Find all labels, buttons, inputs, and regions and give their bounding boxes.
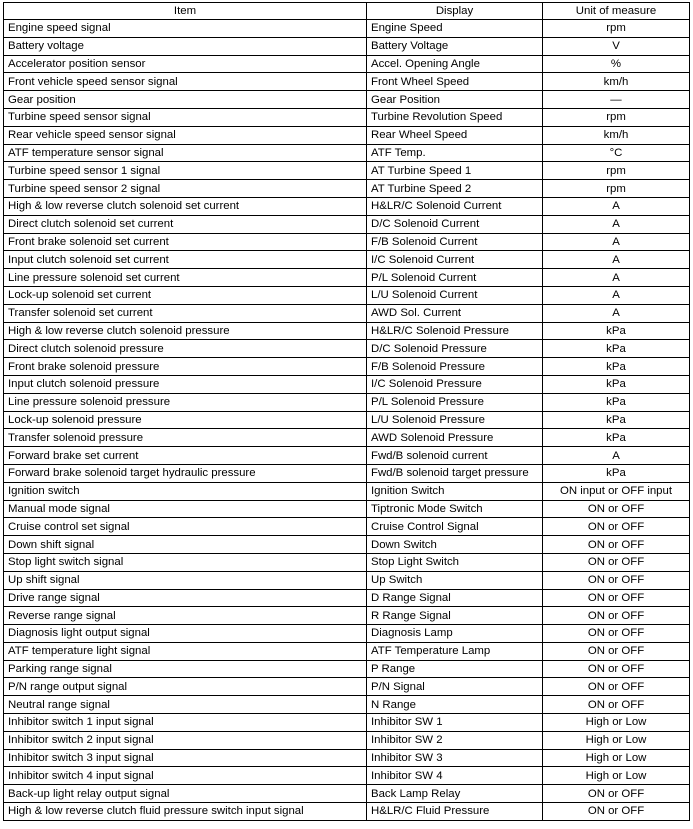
cell-item: Gear position [4, 91, 367, 109]
table-row [4, 464, 690, 482]
cell-unit: km/h [543, 126, 690, 144]
cell-unit: km/h [543, 73, 690, 91]
table-row [4, 286, 690, 304]
cell-unit: ON or OFF [543, 571, 690, 589]
cell-item: Lock-up solenoid set current [4, 286, 367, 304]
cell-display: Fwd/B solenoid current [367, 447, 543, 465]
cell-item: High & low reverse clutch solenoid set current [4, 197, 367, 215]
cell-unit: kPa [543, 358, 690, 376]
table-row [4, 803, 690, 821]
cell-item: Up shift signal [4, 571, 367, 589]
table-row [4, 322, 690, 340]
cell-item: Turbine speed sensor 2 signal [4, 180, 367, 198]
table-row [4, 678, 690, 696]
cell-item: Turbine speed sensor 1 signal [4, 162, 367, 180]
cell-unit: rpm [543, 108, 690, 126]
table-row [4, 91, 690, 109]
table-row [4, 215, 690, 233]
table-row [4, 785, 690, 803]
cell-item: Battery voltage [4, 37, 367, 55]
cell-unit: ON or OFF [543, 553, 690, 571]
cell-display: D/C Solenoid Current [367, 215, 543, 233]
cell-display: Back Lamp Relay [367, 785, 543, 803]
cell-display: F/B Solenoid Pressure [367, 358, 543, 376]
table-row [4, 518, 690, 536]
cell-unit: kPa [543, 429, 690, 447]
cell-item: P/N range output signal [4, 678, 367, 696]
cell-display: R Range Signal [367, 607, 543, 625]
table-row [4, 589, 690, 607]
cell-unit: A [543, 251, 690, 269]
cell-item: Back-up light relay output signal [4, 785, 367, 803]
cell-display: N Range [367, 696, 543, 714]
cell-display: Ignition Switch [367, 482, 543, 500]
header-unit: Unit of measure [543, 3, 690, 20]
cell-unit: ON or OFF [543, 678, 690, 696]
cell-display: Rear Wheel Speed [367, 126, 543, 144]
cell-unit: A [543, 447, 690, 465]
cell-item: ATF temperature light signal [4, 642, 367, 660]
cell-display: Down Switch [367, 536, 543, 554]
cell-item: Front vehicle speed sensor signal [4, 73, 367, 91]
cell-unit: ON or OFF [543, 607, 690, 625]
table-row [4, 233, 690, 251]
header-display: Display [367, 3, 543, 20]
cell-item: Turbine speed sensor signal [4, 108, 367, 126]
cell-display: F/B Solenoid Current [367, 233, 543, 251]
cell-unit: ON input or OFF input [543, 482, 690, 500]
cell-item: Line pressure solenoid pressure [4, 393, 367, 411]
cell-display: L/U Solenoid Pressure [367, 411, 543, 429]
header-item: Item [4, 3, 367, 20]
cell-display: Tiptronic Mode Switch [367, 500, 543, 518]
cell-item: Lock-up solenoid pressure [4, 411, 367, 429]
cell-item: Manual mode signal [4, 500, 367, 518]
cell-item: Reverse range signal [4, 607, 367, 625]
table-row [4, 500, 690, 518]
cell-display: Inhibitor SW 2 [367, 731, 543, 749]
cell-display: Diagnosis Lamp [367, 625, 543, 643]
table-row [4, 108, 690, 126]
table-row [4, 358, 690, 376]
cell-item: Parking range signal [4, 660, 367, 678]
cell-unit: ON or OFF [543, 803, 690, 821]
cell-unit: A [543, 233, 690, 251]
cell-unit: A [543, 215, 690, 233]
cell-unit: High or Low [543, 714, 690, 732]
cell-unit: ON or OFF [543, 625, 690, 643]
cell-unit: A [543, 304, 690, 322]
cell-display: AWD Sol. Current [367, 304, 543, 322]
cell-item: Down shift signal [4, 536, 367, 554]
table-row [4, 429, 690, 447]
cell-item: ATF temperature sensor signal [4, 144, 367, 162]
cell-item: Inhibitor switch 3 input signal [4, 749, 367, 767]
cell-item: Drive range signal [4, 589, 367, 607]
cell-unit: kPa [543, 393, 690, 411]
table-row [4, 197, 690, 215]
cell-item: High & low reverse clutch fluid pressure switch input signal [4, 803, 367, 821]
table-row [4, 144, 690, 162]
cell-display: Inhibitor SW 4 [367, 767, 543, 785]
cell-display: P/L Solenoid Pressure [367, 393, 543, 411]
cell-unit: ON or OFF [543, 536, 690, 554]
cell-item: Accelerator position sensor [4, 55, 367, 73]
table-row [4, 304, 690, 322]
cell-unit: kPa [543, 411, 690, 429]
data-table [3, 2, 690, 821]
cell-display: P/N Signal [367, 678, 543, 696]
cell-item: High & low reverse clutch solenoid pressure [4, 322, 367, 340]
cell-display: Up Switch [367, 571, 543, 589]
table-row [4, 393, 690, 411]
cell-display: P/L Solenoid Current [367, 269, 543, 287]
cell-display: I/C Solenoid Pressure [367, 375, 543, 393]
cell-unit: rpm [543, 20, 690, 38]
cell-unit: ON or OFF [543, 589, 690, 607]
cell-item: Rear vehicle speed sensor signal [4, 126, 367, 144]
cell-display: Inhibitor SW 3 [367, 749, 543, 767]
cell-unit: kPa [543, 375, 690, 393]
cell-item: Forward brake set current [4, 447, 367, 465]
cell-item: Forward brake solenoid target hydraulic pressure [4, 464, 367, 482]
cell-unit: kPa [543, 340, 690, 358]
cell-display: D Range Signal [367, 589, 543, 607]
cell-unit: °C [543, 144, 690, 162]
cell-unit: ON or OFF [543, 660, 690, 678]
cell-display: Battery Voltage [367, 37, 543, 55]
cell-display: H&LR/C Fluid Pressure [367, 803, 543, 821]
cell-item: Transfer solenoid set current [4, 304, 367, 322]
cell-unit: — [543, 91, 690, 109]
cell-display: Front Wheel Speed [367, 73, 543, 91]
cell-item: Neutral range signal [4, 696, 367, 714]
cell-item: Cruise control set signal [4, 518, 367, 536]
cell-unit: ON or OFF [543, 696, 690, 714]
table-row [4, 251, 690, 269]
cell-item: Stop light switch signal [4, 553, 367, 571]
cell-item: Transfer solenoid pressure [4, 429, 367, 447]
cell-unit: % [543, 55, 690, 73]
cell-unit: ON or OFF [543, 785, 690, 803]
cell-item: Input clutch solenoid set current [4, 251, 367, 269]
cell-item: Engine speed signal [4, 20, 367, 38]
cell-item: Direct clutch solenoid pressure [4, 340, 367, 358]
cell-display: Engine Speed [367, 20, 543, 38]
table-row [4, 340, 690, 358]
table-row [4, 411, 690, 429]
table-row [4, 73, 690, 91]
cell-unit: kPa [543, 322, 690, 340]
cell-display: AT Turbine Speed 2 [367, 180, 543, 198]
table-row [4, 625, 690, 643]
table-row [4, 162, 690, 180]
cell-unit: High or Low [543, 749, 690, 767]
cell-display: H&LR/C Solenoid Current [367, 197, 543, 215]
table-row [4, 696, 690, 714]
cell-unit: A [543, 269, 690, 287]
cell-display: L/U Solenoid Current [367, 286, 543, 304]
table-row [4, 447, 690, 465]
cell-item: Front brake solenoid pressure [4, 358, 367, 376]
cell-item: Front brake solenoid set current [4, 233, 367, 251]
table-row [4, 642, 690, 660]
table-row [4, 55, 690, 73]
cell-display: ATF Temp. [367, 144, 543, 162]
cell-item: Direct clutch solenoid set current [4, 215, 367, 233]
cell-unit: High or Low [543, 731, 690, 749]
cell-unit: kPa [543, 464, 690, 482]
header-row [4, 3, 690, 20]
cell-display: Fwd/B solenoid target pressure [367, 464, 543, 482]
table-body [4, 20, 690, 821]
table-row [4, 20, 690, 38]
cell-item: Diagnosis light output signal [4, 625, 367, 643]
cell-unit: A [543, 286, 690, 304]
cell-display: Stop Light Switch [367, 553, 543, 571]
cell-display: Gear Position [367, 91, 543, 109]
table-row [4, 714, 690, 732]
table-row [4, 180, 690, 198]
cell-item: Input clutch solenoid pressure [4, 375, 367, 393]
cell-item: Ignition switch [4, 482, 367, 500]
cell-item: Inhibitor switch 1 input signal [4, 714, 367, 732]
cell-display: Cruise Control Signal [367, 518, 543, 536]
table-row [4, 749, 690, 767]
cell-unit: rpm [543, 162, 690, 180]
cell-display: D/C Solenoid Pressure [367, 340, 543, 358]
table-row [4, 607, 690, 625]
cell-display: H&LR/C Solenoid Pressure [367, 322, 543, 340]
table-row [4, 660, 690, 678]
cell-display: Turbine Revolution Speed [367, 108, 543, 126]
table-row [4, 126, 690, 144]
table-row [4, 375, 690, 393]
cell-display: AWD Solenoid Pressure [367, 429, 543, 447]
cell-unit: High or Low [543, 767, 690, 785]
cell-item: Inhibitor switch 4 input signal [4, 767, 367, 785]
table-row [4, 482, 690, 500]
table-row [4, 767, 690, 785]
table-row [4, 269, 690, 287]
cell-display: P Range [367, 660, 543, 678]
table-row [4, 536, 690, 554]
cell-unit: ON or OFF [543, 518, 690, 536]
cell-display: ATF Temperature Lamp [367, 642, 543, 660]
cell-display: I/C Solenoid Current [367, 251, 543, 269]
cell-unit: rpm [543, 180, 690, 198]
cell-display: Accel. Opening Angle [367, 55, 543, 73]
cell-unit: ON or OFF [543, 642, 690, 660]
cell-unit: A [543, 197, 690, 215]
table-row [4, 37, 690, 55]
table-row [4, 731, 690, 749]
cell-item: Inhibitor switch 2 input signal [4, 731, 367, 749]
cell-display: AT Turbine Speed 1 [367, 162, 543, 180]
table-row [4, 571, 690, 589]
table-row [4, 553, 690, 571]
cell-unit: V [543, 37, 690, 55]
cell-unit: ON or OFF [543, 500, 690, 518]
cell-item: Line pressure solenoid set current [4, 269, 367, 287]
cell-display: Inhibitor SW 1 [367, 714, 543, 732]
